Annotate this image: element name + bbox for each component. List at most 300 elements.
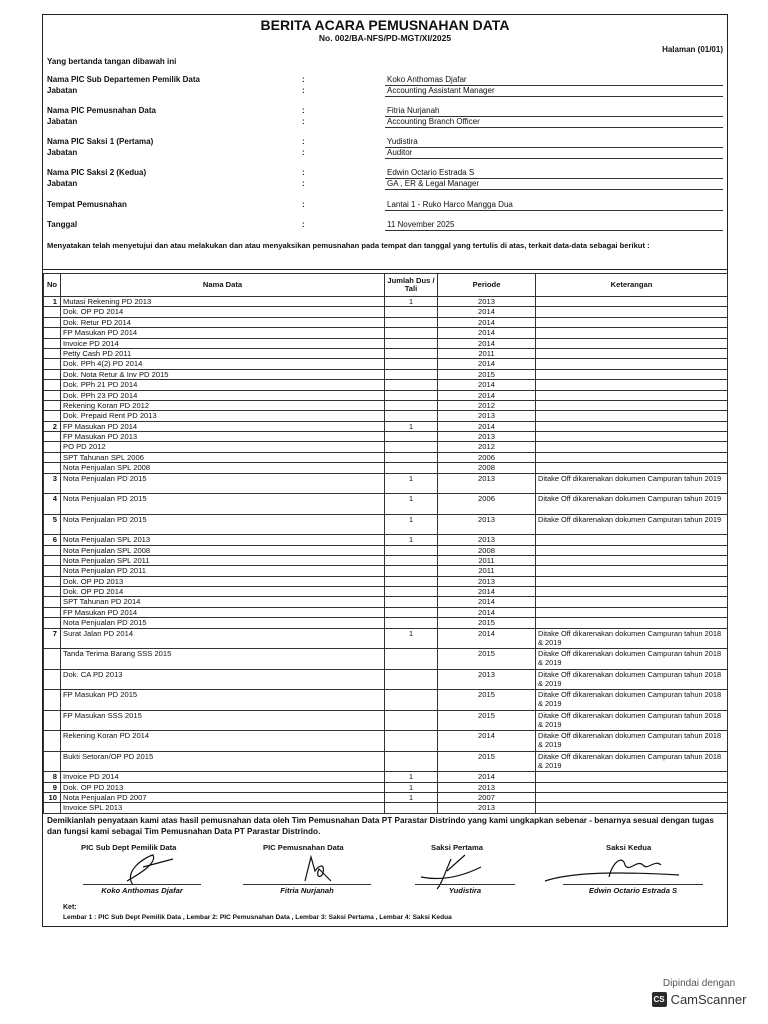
row-note — [536, 587, 728, 597]
row-qty — [385, 576, 438, 586]
row-qty — [385, 307, 438, 317]
row-period: 2013 — [438, 576, 536, 586]
field-value: Accounting Assistant Manager — [385, 86, 723, 97]
row-period: 2014 — [438, 307, 536, 317]
row-qty — [385, 803, 438, 813]
row-note — [536, 803, 728, 813]
table-row — [44, 576, 728, 586]
row-no — [44, 338, 61, 348]
table-row — [44, 607, 728, 617]
table-row — [44, 545, 728, 555]
row-no — [44, 452, 61, 462]
row-period: 2015 — [438, 690, 536, 711]
row-no — [44, 555, 61, 565]
row-period: 2014 — [438, 421, 536, 431]
field-colon: : — [302, 106, 305, 115]
row-no: 2 — [44, 421, 61, 431]
row-name: FP Masukan PD 2014 — [61, 607, 385, 617]
table-row — [44, 731, 728, 752]
row-note — [536, 390, 728, 400]
field-label: Jabatan — [47, 179, 78, 188]
row-no — [44, 731, 61, 752]
row-period: 2015 — [438, 369, 536, 379]
row-note — [536, 421, 728, 431]
row-period: 2006 — [438, 452, 536, 462]
table-row — [44, 442, 728, 452]
row-period: 2014 — [438, 731, 536, 752]
row-note — [536, 792, 728, 802]
row-period: 2011 — [438, 348, 536, 358]
table-row — [44, 772, 728, 782]
row-name: Mutasi Rekening PD 2013 — [61, 297, 385, 307]
row-note — [536, 576, 728, 586]
row-note: Ditake Off dikarenakan dokumen Campuran tahun 2018 & 2019 — [536, 710, 728, 731]
row-name: Invoice PD 2014 — [61, 772, 385, 782]
table-row — [44, 669, 728, 690]
table-row — [44, 411, 728, 421]
row-name: Rekening Koran PD 2012 — [61, 400, 385, 410]
row-name: Dok. CA PD 2013 — [61, 669, 385, 690]
row-name: Dok. OP PD 2014 — [61, 307, 385, 317]
row-qty: 1 — [385, 494, 438, 515]
signature-witness2-graphic — [539, 851, 689, 887]
row-note — [536, 400, 728, 410]
row-name: Dok. Prepaid Rent PD 2013 — [61, 411, 385, 421]
row-name: Dok. OP PD 2013 — [61, 782, 385, 792]
row-note — [536, 452, 728, 462]
row-period: 2013 — [438, 782, 536, 792]
camscanner-logo-icon: CS — [652, 992, 667, 1007]
row-no — [44, 463, 61, 473]
camscanner-watermark — [640, 978, 758, 1014]
table-body — [44, 297, 728, 814]
row-qty: 1 — [385, 421, 438, 431]
row-period: 2013 — [438, 803, 536, 813]
row-name: Tanda Terima Barang SSS 2015 — [61, 649, 385, 670]
document-sheet — [42, 14, 728, 927]
row-no — [44, 359, 61, 369]
row-period: 2015 — [438, 618, 536, 628]
row-no — [44, 587, 61, 597]
page-indicator: Halaman (01/01) — [662, 45, 723, 54]
row-note: Ditake Off dikarenakan dokumen Campuran tahun 2019 — [536, 494, 728, 515]
row-no — [44, 751, 61, 772]
row-no — [44, 710, 61, 731]
field-value: Lantai 1 - Ruko Harco Mangga Dua — [385, 200, 723, 211]
table-row — [44, 535, 728, 545]
row-note — [536, 369, 728, 379]
ket-label: Ket: — [63, 904, 77, 911]
row-no — [44, 607, 61, 617]
row-qty — [385, 690, 438, 711]
table-row — [44, 473, 728, 494]
row-name: Dok. PPh 4(2) PD 2014 — [61, 359, 385, 369]
row-no — [44, 411, 61, 421]
row-name: Nota Penjualan PD 2015 — [61, 618, 385, 628]
row-name: SPT Tahunan PD 2014 — [61, 597, 385, 607]
document-number: No. 002/BA-NFS/PD-MGT/XI/2025 — [318, 33, 452, 43]
ket-text: Lembar 1 : PIC Sub Dept Pemilik Data , Lembar 2: PIC Pemusnahan Data , Lembar 3: Saksi Pertama , Lembar 4: Saksi Kedua — [63, 914, 452, 921]
row-no — [44, 317, 61, 327]
row-period: 2012 — [438, 442, 536, 452]
row-qty — [385, 338, 438, 348]
watermark-brand — [640, 992, 758, 1007]
field-label: Nama PIC Saksi 1 (Pertama) — [47, 137, 154, 146]
row-qty — [385, 317, 438, 327]
row-qty: 1 — [385, 473, 438, 494]
table-row — [44, 338, 728, 348]
row-note — [536, 348, 728, 358]
row-period: 2015 — [438, 710, 536, 731]
table-row — [44, 751, 728, 772]
row-qty — [385, 566, 438, 576]
row-no — [44, 307, 61, 317]
table-row — [44, 792, 728, 802]
signature-title-pic: PIC Pemusnahan Data — [263, 843, 344, 852]
table-row — [44, 297, 728, 307]
table-row — [44, 400, 728, 410]
row-no: 5 — [44, 514, 61, 535]
table-row — [44, 328, 728, 338]
data-table — [43, 273, 728, 814]
table-row — [44, 514, 728, 535]
row-note — [536, 597, 728, 607]
row-period: 2014 — [438, 338, 536, 348]
row-qty: 1 — [385, 628, 438, 649]
signature-title-witness1: Saksi Pertama — [431, 843, 483, 852]
row-no — [44, 690, 61, 711]
table-row — [44, 587, 728, 597]
field-colon: : — [302, 220, 305, 229]
row-qty: 1 — [385, 772, 438, 782]
row-name: Dok. Nota Retur & Inv PD 2015 — [61, 369, 385, 379]
row-note — [536, 618, 728, 628]
row-period: 2013 — [438, 432, 536, 442]
row-qty — [385, 751, 438, 772]
table-row — [44, 359, 728, 369]
row-note — [536, 432, 728, 442]
row-qty: 1 — [385, 792, 438, 802]
row-period: 2015 — [438, 649, 536, 670]
header-qty: Jumlah Dus / Tali — [385, 274, 438, 297]
field-colon: : — [302, 179, 305, 188]
intro-text: Yang bertanda tangan dibawah ini — [47, 57, 177, 66]
field-colon: : — [302, 168, 305, 177]
row-qty: 1 — [385, 535, 438, 545]
row-qty — [385, 369, 438, 379]
header-no: No — [44, 274, 61, 297]
row-period: 2006 — [438, 494, 536, 515]
row-period: 2013 — [438, 514, 536, 535]
row-qty — [385, 348, 438, 358]
row-qty — [385, 597, 438, 607]
field-value: GA , ER & Legal Manager — [385, 179, 723, 190]
signature-title-owner: PIC Sub Dept Pemilik Data — [81, 843, 177, 852]
row-period: 2013 — [438, 411, 536, 421]
row-name: Dok. Retur PD 2014 — [61, 317, 385, 327]
row-no — [44, 803, 61, 813]
row-period: 2015 — [438, 751, 536, 772]
row-no: 10 — [44, 792, 61, 802]
row-name: Bukti Setoran/OP PD 2015 — [61, 751, 385, 772]
row-qty — [385, 400, 438, 410]
row-qty — [385, 452, 438, 462]
table-row — [44, 317, 728, 327]
row-period: 2007 — [438, 792, 536, 802]
watermark-brand-name: CamScanner — [670, 992, 747, 1007]
row-note — [536, 607, 728, 617]
row-name: Dok. OP PD 2013 — [61, 576, 385, 586]
row-note — [536, 359, 728, 369]
row-period: 2013 — [438, 473, 536, 494]
row-name: Petty Cash PD 2011 — [61, 348, 385, 358]
row-period: 2013 — [438, 535, 536, 545]
row-name: Invoice SPL 2013 — [61, 803, 385, 813]
row-name: Nota Penjualan SPL 2013 — [61, 535, 385, 545]
field-label: Jabatan — [47, 117, 78, 126]
row-qty — [385, 555, 438, 565]
table-row — [44, 432, 728, 442]
row-note — [536, 782, 728, 792]
field-value: Edwin Octario Estrada S — [385, 168, 723, 179]
table-row — [44, 566, 728, 576]
divider — [43, 269, 727, 270]
row-name: Nota Penjualan PD 2007 — [61, 792, 385, 802]
row-name: Nota Penjualan PD 2011 — [61, 566, 385, 576]
table-row — [44, 803, 728, 813]
table-row — [44, 348, 728, 358]
signature-owner-graphic — [83, 851, 193, 887]
signature-name-witness2: Edwin Octario Estrada S — [563, 884, 703, 895]
table-row — [44, 628, 728, 649]
row-name: Dok. OP PD 2014 — [61, 587, 385, 597]
row-no: 1 — [44, 297, 61, 307]
table-row — [44, 555, 728, 565]
row-qty — [385, 649, 438, 670]
row-qty — [385, 545, 438, 555]
signature-name-witness1: Yudistira — [415, 884, 515, 895]
table-row — [44, 380, 728, 390]
field-value: Accounting Branch Officer — [385, 117, 723, 128]
field-label: Nama PIC Pemusnahan Data — [47, 106, 156, 115]
closing-statement: Demikianlah penyataan kami atas hasil pemusnahan data oleh Tim Pemusnahan Data PT Parastar Distrindo yang kami ungkapkan sebenar - benarnya sesuai dengan tugas dan fungsi kami sebagai Tim Pemusnahan Data PT Parastar Distrindo. — [47, 816, 714, 836]
table-row — [44, 494, 728, 515]
row-qty — [385, 710, 438, 731]
row-qty — [385, 359, 438, 369]
field-label: Tanggal — [47, 220, 78, 229]
field-colon: : — [302, 137, 305, 146]
row-note: Ditake Off dikarenakan dokumen Campuran tahun 2019 — [536, 514, 728, 535]
row-name: Nota Penjualan PD 2015 — [61, 514, 385, 535]
document-title: BERITA ACARA PEMUSNAHAN DATA — [260, 17, 510, 33]
row-no — [44, 400, 61, 410]
table-row — [44, 597, 728, 607]
field-label: Nama PIC Saksi 2 (Kedua) — [47, 168, 147, 177]
row-period: 2014 — [438, 380, 536, 390]
table-row — [44, 369, 728, 379]
row-period: 2014 — [438, 587, 536, 597]
row-no: 3 — [44, 473, 61, 494]
row-no: 7 — [44, 628, 61, 649]
field-label: Jabatan — [47, 86, 78, 95]
row-note — [536, 328, 728, 338]
row-period: 2014 — [438, 628, 536, 649]
row-qty — [385, 587, 438, 597]
table-row — [44, 307, 728, 317]
row-name: Rekening Koran PD 2014 — [61, 731, 385, 752]
row-period: 2014 — [438, 607, 536, 617]
row-no — [44, 545, 61, 555]
header-name: Nama Data — [61, 274, 385, 297]
row-no — [44, 649, 61, 670]
row-name: FP Masukan SSS 2015 — [61, 710, 385, 731]
table-row — [44, 618, 728, 628]
row-period: 2011 — [438, 555, 536, 565]
row-qty — [385, 463, 438, 473]
row-note: Ditake Off dikarenakan dokumen Campuran tahun 2018 & 2019 — [536, 669, 728, 690]
row-no — [44, 442, 61, 452]
row-note — [536, 566, 728, 576]
row-no — [44, 576, 61, 586]
field-colon: : — [302, 200, 305, 209]
signature-title-witness2: Saksi Kedua — [606, 843, 652, 852]
row-no — [44, 618, 61, 628]
row-note — [536, 317, 728, 327]
row-note — [536, 380, 728, 390]
row-no: 9 — [44, 782, 61, 792]
row-name: Dok. PPh 21 PD 2014 — [61, 380, 385, 390]
field-value: Fitria Nurjanah — [385, 106, 723, 117]
row-note — [536, 338, 728, 348]
row-qty — [385, 390, 438, 400]
row-no — [44, 566, 61, 576]
row-name: Nota Penjualan PD 2015 — [61, 473, 385, 494]
row-period: 2014 — [438, 359, 536, 369]
table-row — [44, 463, 728, 473]
row-no: 6 — [44, 535, 61, 545]
row-name: Dok. PPh 23 PD 2014 — [61, 390, 385, 400]
row-period: 2008 — [438, 545, 536, 555]
row-no — [44, 328, 61, 338]
row-name: Nota Penjualan SPL 2008 — [61, 545, 385, 555]
row-period: 2014 — [438, 597, 536, 607]
row-period: 2014 — [438, 328, 536, 338]
field-colon: : — [302, 148, 305, 157]
row-qty: 1 — [385, 297, 438, 307]
row-note — [536, 442, 728, 452]
table-header-row — [44, 274, 728, 297]
table-row — [44, 710, 728, 731]
row-period: 2011 — [438, 566, 536, 576]
row-no — [44, 348, 61, 358]
row-qty — [385, 328, 438, 338]
row-period: 2014 — [438, 772, 536, 782]
row-note — [536, 535, 728, 545]
row-name: FP Masukan PD 2013 — [61, 432, 385, 442]
header-note: Keterangan — [536, 274, 728, 297]
row-period: 2014 — [438, 317, 536, 327]
row-note: Ditake Off dikarenakan dokumen Campuran tahun 2018 & 2019 — [536, 628, 728, 649]
row-name: FP Masukan PD 2015 — [61, 690, 385, 711]
field-colon: : — [302, 86, 305, 95]
row-period: 2014 — [438, 390, 536, 400]
row-name: Nota Penjualan SPL 2008 — [61, 463, 385, 473]
row-name: FP Masukan PD 2014 — [61, 421, 385, 431]
row-note — [536, 307, 728, 317]
row-qty: 1 — [385, 782, 438, 792]
row-note: Ditake Off dikarenakan dokumen Campuran tahun 2018 & 2019 — [536, 690, 728, 711]
row-no — [44, 390, 61, 400]
row-note: Ditake Off dikarenakan dokumen Campuran tahun 2018 & 2019 — [536, 649, 728, 670]
header-period: Periode — [438, 274, 536, 297]
table-row — [44, 452, 728, 462]
table-row — [44, 782, 728, 792]
row-name: SPT Tahunan SPL 2006 — [61, 452, 385, 462]
table-row — [44, 690, 728, 711]
row-note: Ditake Off dikarenakan dokumen Campuran tahun 2018 & 2019 — [536, 751, 728, 772]
row-note — [536, 297, 728, 307]
row-no — [44, 669, 61, 690]
field-label: Nama PIC Sub Departemen Pemilik Data — [47, 75, 200, 84]
row-note — [536, 772, 728, 782]
table-row — [44, 421, 728, 431]
row-period: 2012 — [438, 400, 536, 410]
field-value: Auditor — [385, 148, 723, 159]
row-no: 8 — [44, 772, 61, 782]
row-name: Surat Jalan PD 2014 — [61, 628, 385, 649]
field-value: 11 November 2025 — [385, 220, 723, 231]
field-label: Tempat Pemusnahan — [47, 200, 127, 209]
row-name: FP Masukan PD 2014 — [61, 328, 385, 338]
field-label: Jabatan — [47, 148, 78, 157]
row-period: 2013 — [438, 297, 536, 307]
row-note — [536, 545, 728, 555]
field-value: Yudistira — [385, 137, 723, 148]
signature-pic-graphic — [275, 851, 355, 887]
row-name: Nota Penjualan PD 2015 — [61, 494, 385, 515]
row-note: Ditake Off dikarenakan dokumen Campuran tahun 2018 & 2019 — [536, 731, 728, 752]
row-qty — [385, 411, 438, 421]
row-no — [44, 597, 61, 607]
watermark-caption: Dipindai dengan — [662, 978, 736, 989]
row-qty — [385, 731, 438, 752]
row-no — [44, 432, 61, 442]
row-period: 2008 — [438, 463, 536, 473]
row-note — [536, 463, 728, 473]
row-name: Invoice PD 2014 — [61, 338, 385, 348]
row-qty — [385, 669, 438, 690]
row-period: 2013 — [438, 669, 536, 690]
row-name: Nota Penjualan SPL 2011 — [61, 555, 385, 565]
row-qty — [385, 442, 438, 452]
row-note: Ditake Off dikarenakan dokumen Campuran tahun 2019 — [536, 473, 728, 494]
table-row — [44, 390, 728, 400]
row-note — [536, 411, 728, 421]
row-name: PO PD 2012 — [61, 442, 385, 452]
row-qty — [385, 618, 438, 628]
field-value: Koko Anthomas Djafar — [385, 75, 723, 86]
field-colon: : — [302, 75, 305, 84]
row-note — [536, 555, 728, 565]
row-qty — [385, 380, 438, 390]
row-no — [44, 380, 61, 390]
statement-text: Menyatakan telah menyetujui dan atau melakukan dan atau menyaksikan pemusnahan pada tempat dan tanggal yang tertulis di atas, terkait data-data sebagai berikut : — [47, 241, 650, 250]
row-qty: 1 — [385, 514, 438, 535]
row-qty — [385, 432, 438, 442]
row-qty — [385, 607, 438, 617]
row-no — [44, 369, 61, 379]
signature-name-pic: Fitria Nurjanah — [243, 884, 371, 895]
